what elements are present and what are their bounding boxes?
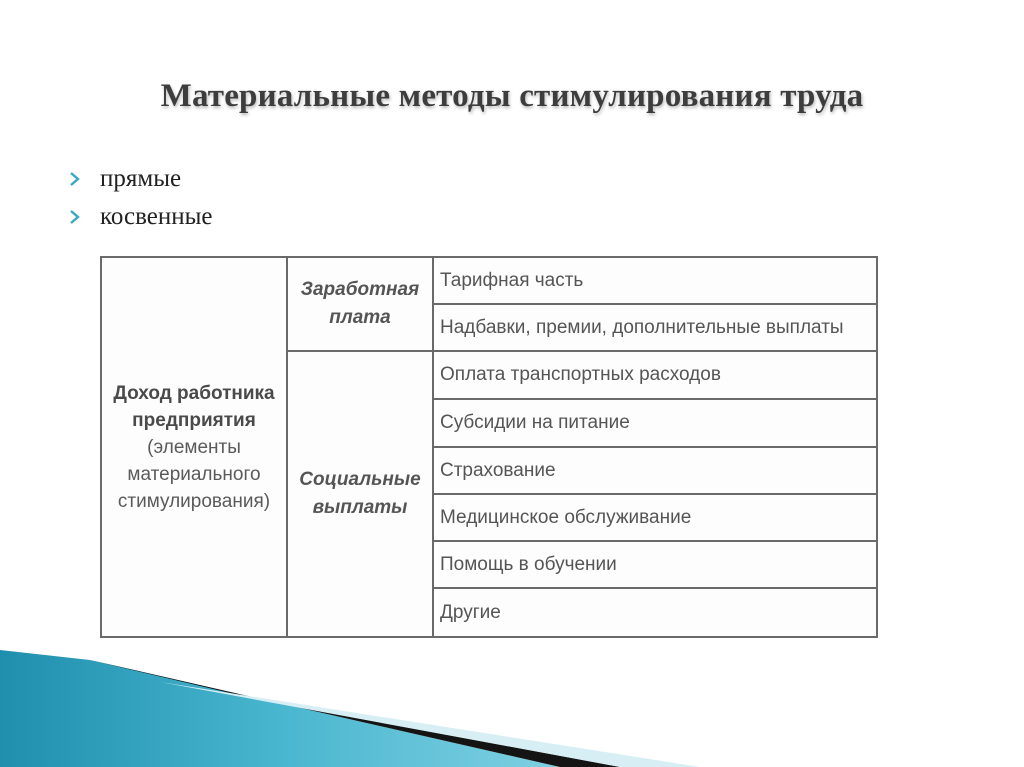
bullet-label: прямые <box>100 165 182 192</box>
table-item-cell: Другие <box>440 601 501 623</box>
table-item-cell: Медицинское обслуживание <box>434 495 876 542</box>
table-item-cell: Тарифная часть <box>434 258 876 305</box>
triangle-bullet-icon <box>70 169 100 189</box>
income-elements-table <box>100 256 878 638</box>
triangle-bullet-icon <box>70 207 100 227</box>
root-sublabel-line: (элементы <box>147 436 241 458</box>
root-label-line: предприятия <box>132 409 256 431</box>
table-item-cell: Помощь в обучении <box>434 542 876 589</box>
table-item-cell: Страхование <box>434 448 876 495</box>
group-label-line: Заработная <box>300 279 420 300</box>
root-sublabel-line: стимулирования) <box>117 490 271 512</box>
bullet-label: косвенные <box>100 203 213 230</box>
bullet-item-direct <box>70 160 213 198</box>
table-root-cell <box>102 258 288 636</box>
table-item-cell: Надбавки, премии, дополнительные выплаты <box>434 305 876 352</box>
table-item-cell: Оплата транспортных расходов <box>434 352 876 400</box>
group-label-line: выплаты <box>312 497 408 518</box>
decorative-bottom-stripe <box>0 640 1024 767</box>
root-sublabel-line: материального <box>127 463 261 485</box>
group-label-line: Социальные <box>299 469 421 490</box>
bullet-list <box>70 160 213 236</box>
group-cell-social <box>288 352 432 636</box>
page-title: Материальные методы стимулирования труда <box>160 78 864 114</box>
root-label-line: Доход работника <box>113 382 275 404</box>
table-group-column <box>288 258 434 636</box>
bullet-item-indirect <box>70 198 213 236</box>
group-cell-salary <box>288 258 432 352</box>
table-items-column <box>434 258 876 636</box>
table-item-cell: Субсидии на питание <box>434 400 876 448</box>
group-label-line: плата <box>329 307 391 328</box>
